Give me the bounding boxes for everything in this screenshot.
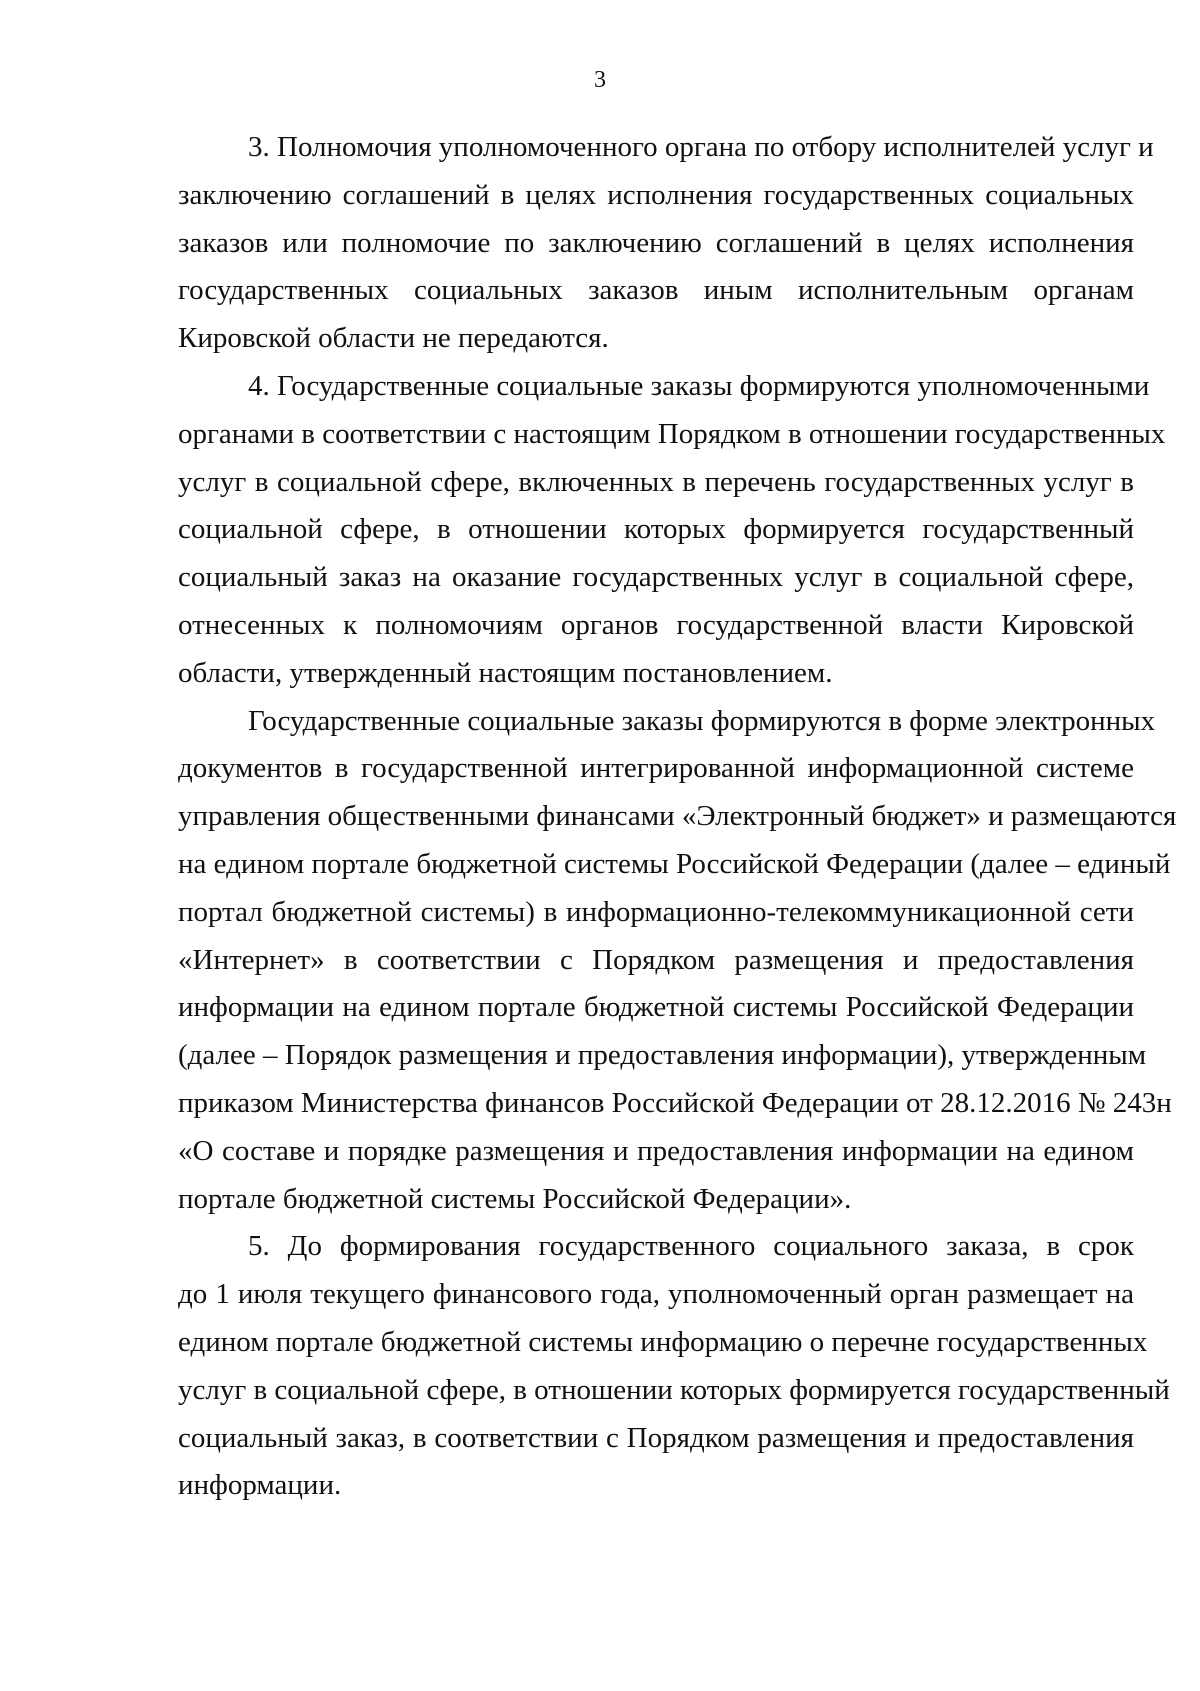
- paragraph-4: [178, 363, 1166, 698]
- text-line: документов в государственной интегрированной информационной системе: [178, 752, 1134, 785]
- paragraph-3: [178, 124, 1154, 363]
- text-line: Государственные социальные заказы формируются в форме электронных: [248, 704, 1156, 737]
- text-line: 5. До формирования государственного социального заказа, в срок: [248, 1230, 1134, 1263]
- text-line: социальный заказ, в соответствии с Порядком размещения и предоставления: [178, 1421, 1134, 1454]
- text-line: заказов или полномочие по заключению соглашений в целях исполнения: [178, 226, 1134, 259]
- text-line: информации.: [178, 1469, 342, 1502]
- text-line: до 1 июля текущего финансового года, уполномоченный орган размещает на: [178, 1278, 1134, 1311]
- document-body: [178, 124, 1177, 1510]
- text-line: услуг в социальной сфере, включенных в перечень государственных услуг в: [178, 465, 1134, 498]
- page-number: 3: [594, 67, 606, 93]
- text-line: заключению соглашений в целях исполнения государственных социальных: [178, 178, 1134, 211]
- text-line: 3. Полномочия уполномоченного органа по отбору исполнителей услуг и: [248, 131, 1154, 163]
- paragraph-5: [178, 1223, 1170, 1510]
- text-line: «О составе и порядке размещения и предоставления информации на едином: [178, 1134, 1134, 1167]
- text-line: портал бюджетной системы) в информационно-телекоммуникационной сети: [178, 895, 1134, 928]
- text-line: управления общественными финансами «Электронный бюджет» и размещаются: [178, 800, 1177, 833]
- text-line: области, утвержденный настоящим постановлением.: [178, 656, 833, 689]
- text-line: едином портале бюджетной системы информацию о перечне государственных: [178, 1325, 1148, 1358]
- text-line: информации на едином портале бюджетной системы Российской Федерации: [178, 991, 1134, 1024]
- text-line: Кировской области не передаются.: [178, 322, 609, 355]
- text-line: 4. Государственные социальные заказы формируются уполномоченными: [248, 369, 1150, 402]
- text-line: органами в соответствии с настоящим Порядком в отношении государственных: [178, 417, 1166, 450]
- text-line: (далее – Порядок размещения и предоставления информации), утвержденным: [178, 1039, 1147, 1072]
- text-line: на едином портале бюджетной системы Российской Федерации (далее – единый: [178, 847, 1171, 880]
- text-line: приказом Министерства финансов Российской Федерации от 28.12.2016 № 243н: [178, 1086, 1172, 1119]
- text-line: государственных социальных заказов иным исполнительным органам: [178, 274, 1134, 307]
- text-line: «Интернет» в соответствии с Порядком размещения и предоставления: [178, 943, 1134, 976]
- text-line: услуг в социальной сфере, в отношении которых формируется государственный: [178, 1373, 1170, 1406]
- text-line: портале бюджетной системы Российской Федерации».: [178, 1182, 852, 1215]
- text-line: социальной сфере, в отношении которых формируется государственный: [178, 513, 1134, 546]
- text-line: социальный заказ на оказание государственных услуг в социальной сфере,: [178, 561, 1134, 594]
- paragraph-4-continued: [178, 698, 1177, 1224]
- text-line: отнесенных к полномочиям органов государственной власти Кировской: [178, 608, 1134, 641]
